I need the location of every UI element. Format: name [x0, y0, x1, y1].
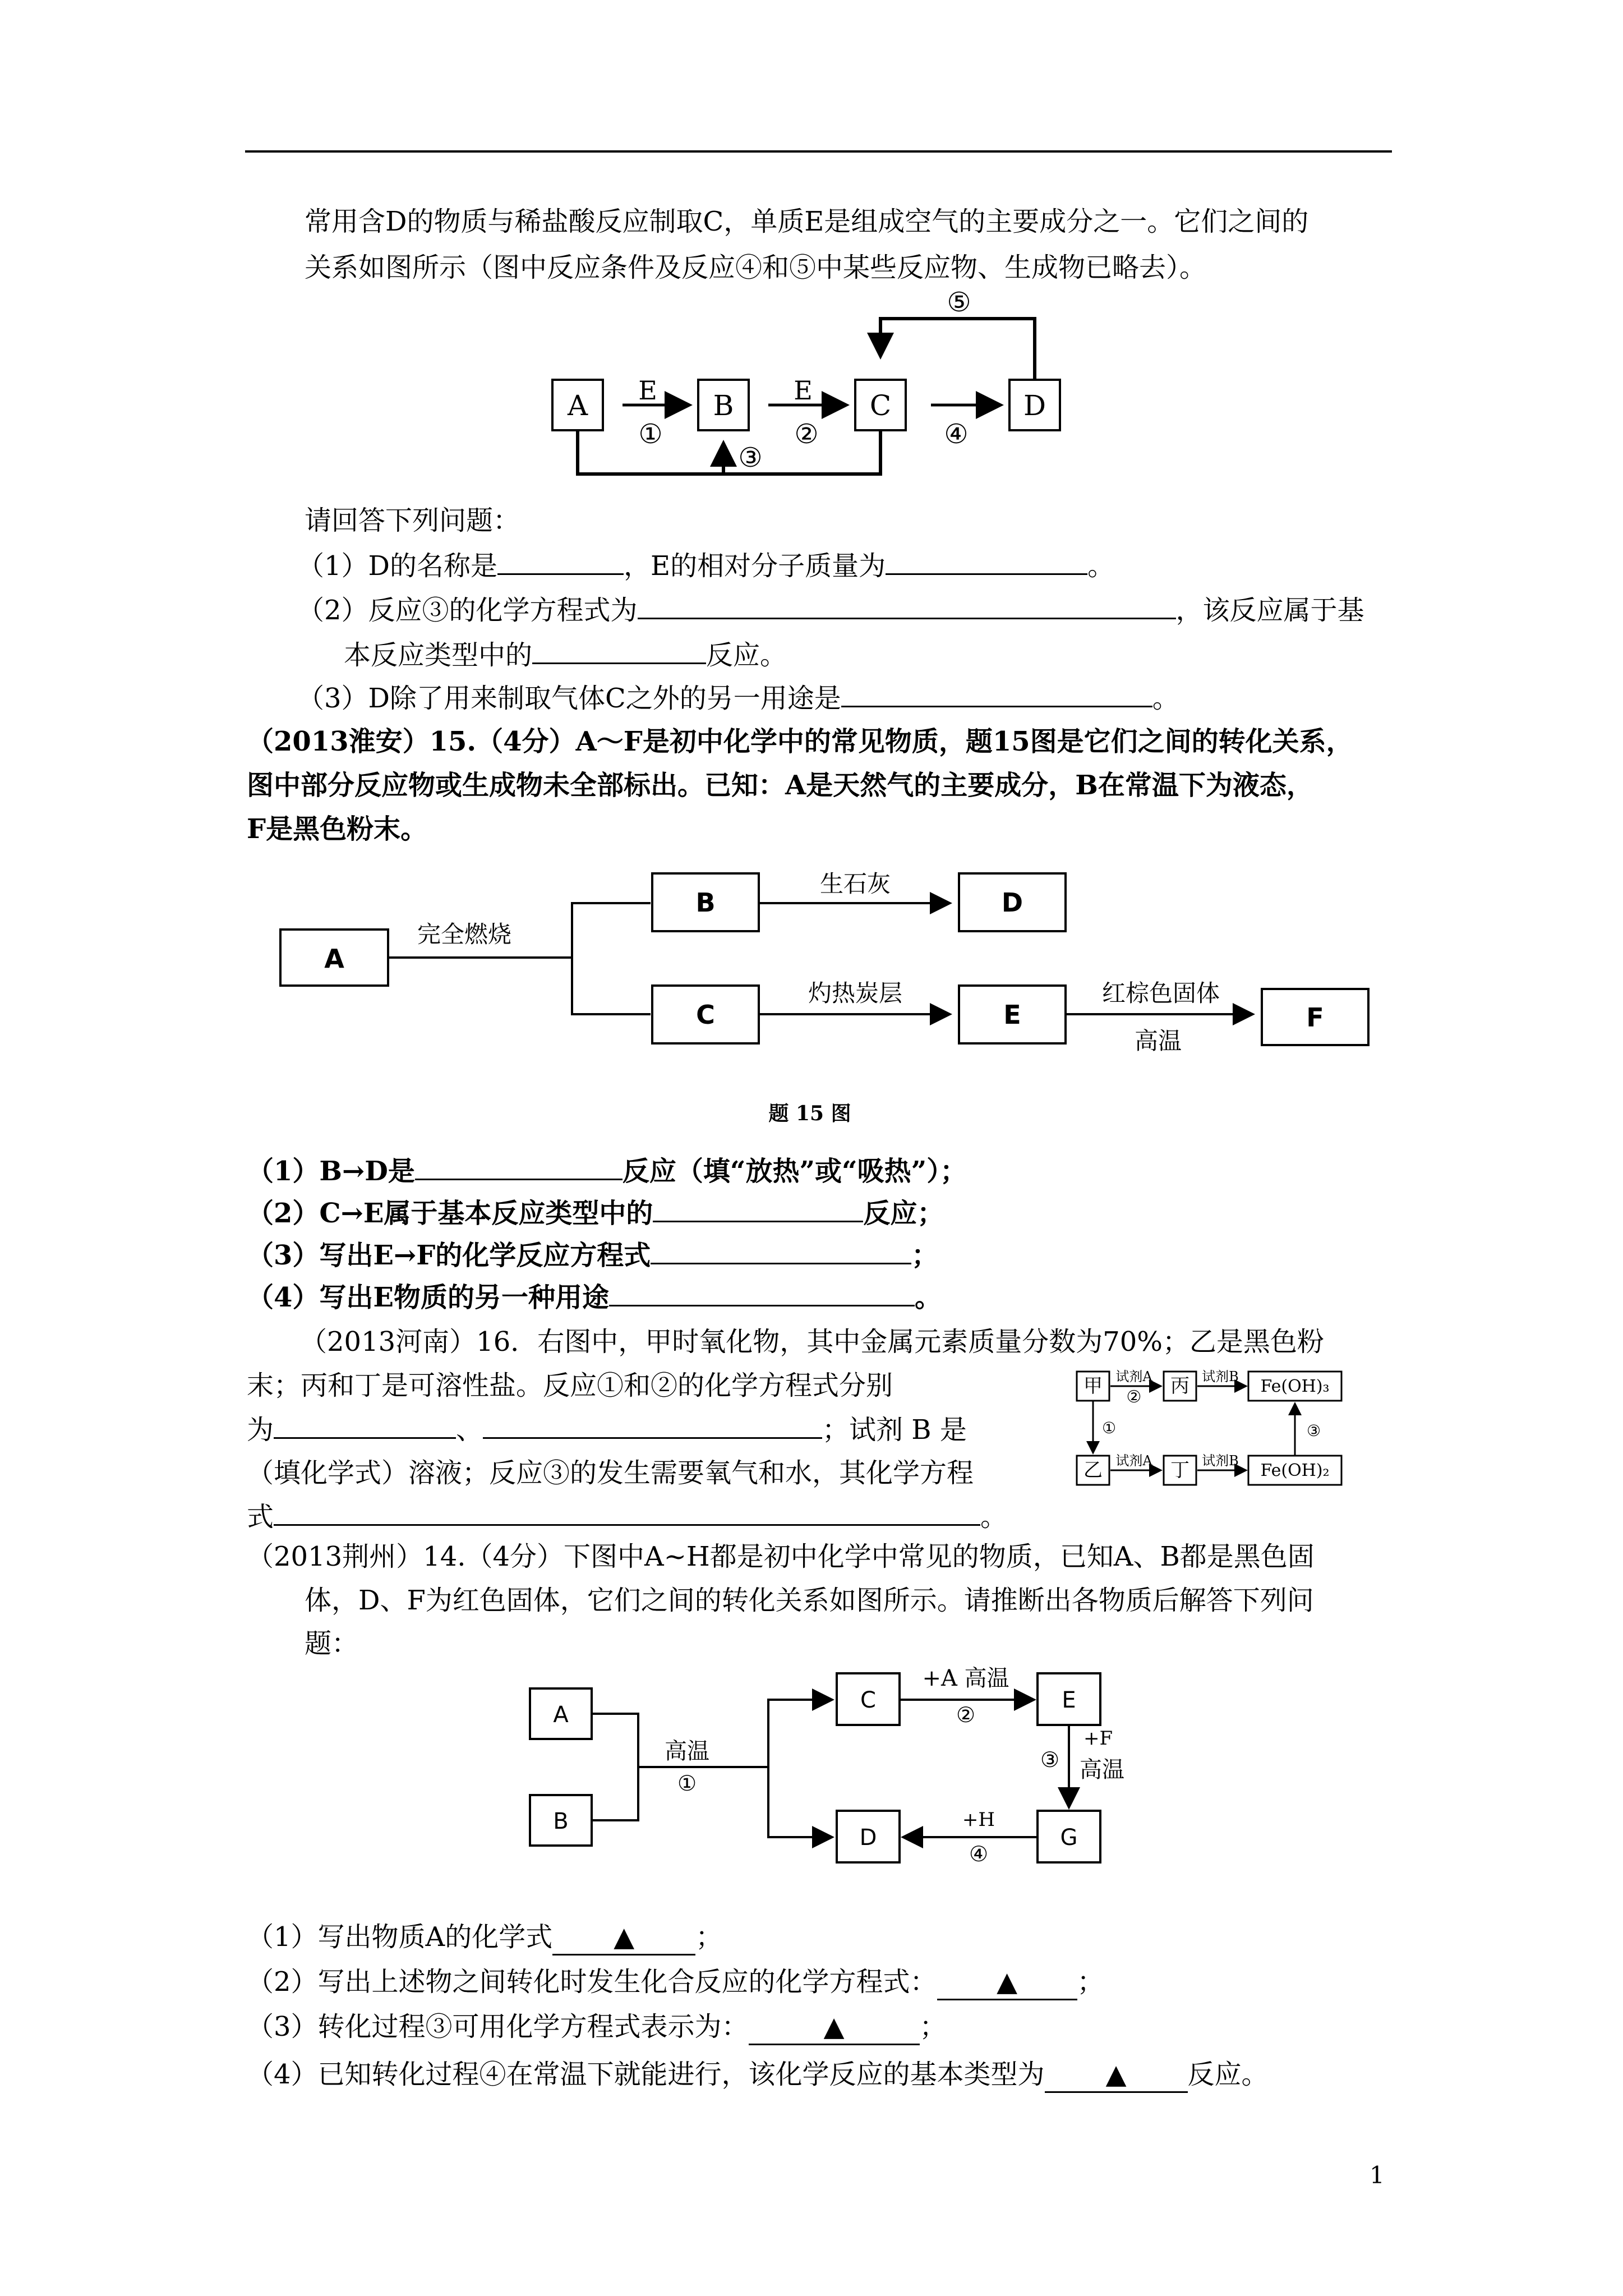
q3-line3: 为 、 ；试剂 B 是 [247, 1412, 967, 1447]
q3-blank-2[interactable] [483, 1412, 822, 1439]
q4-line3: 题： [305, 1628, 359, 1659]
q2-branch [572, 903, 651, 1014]
q2-box-b-label: B [695, 887, 716, 918]
q3-bing: 丙 [1170, 1375, 1189, 1397]
q2-arrow-ce-label: 灼热炭层 [808, 979, 903, 1007]
q2-box-e-label: E [1003, 1000, 1021, 1030]
q2-blank-4[interactable] [609, 1280, 915, 1306]
q2-sub4: （4）写出E物质的另一种用途 。 [247, 1280, 942, 1314]
q4-box-c-label: C [860, 1687, 876, 1713]
q3-ding: 丁 [1170, 1459, 1189, 1481]
q1-arrow-3-label: ③ [738, 442, 763, 473]
q1-box-c-label: C [869, 389, 892, 422]
q2-blank-2[interactable] [653, 1196, 863, 1222]
q4-eg-label2: 高温 [1080, 1757, 1124, 1783]
q2-blank-3[interactable] [651, 1238, 911, 1264]
q4-blank-1[interactable]: ▲ [552, 1920, 695, 1955]
q4-box-g-label: G [1060, 1825, 1078, 1851]
page-number: 1 [1370, 2161, 1385, 2189]
q2-diagram [280, 870, 1368, 1125]
q2-blank-1[interactable] [415, 1154, 623, 1180]
q1-diagram [552, 287, 1060, 474]
q2-box-a-label: A [324, 944, 344, 974]
q1-box-b-label: B [713, 389, 734, 422]
q2-arrow-bd-label: 生石灰 [819, 870, 891, 898]
q1-arrow-5-label: ⑤ [947, 287, 971, 318]
q3-diagram [1077, 1369, 1341, 1485]
q4-ab-bottom: ① [677, 1771, 697, 1796]
q2-line1: （2013淮安）15.（4分）A～F是初中化学中的常见物质，题15图是它们之间的转化关系， [247, 726, 1353, 757]
q4-box-a-label: A [553, 1702, 569, 1728]
q4-sub1: （1）写出物质A的化学式 ▲ ； [247, 1920, 722, 1955]
q4-line1: （2013荆州）14.（4分）下图中A~H都是初中化学中常见的物质，已知A、B都是黑色固 [247, 1541, 1315, 1572]
q1-blank-5[interactable] [841, 681, 1152, 707]
q2-figure-caption: 题 15 图 [768, 1102, 851, 1125]
q1-sub2: （2）反应③的化学方程式为 ，该反应属于基 [297, 593, 1364, 627]
q4-sub2: （2）写出上述物之间转化时发生化合反应的化学方程式： ▲ ； [247, 1965, 1104, 2000]
q1-arrow-1-top: E [638, 375, 657, 406]
q2-box-c-label: C [696, 1000, 715, 1030]
q1-blank-2[interactable] [886, 549, 1087, 575]
q3-blank-1[interactable] [274, 1412, 456, 1439]
q4-diagram [530, 1665, 1124, 1866]
q3-jia: 甲 [1083, 1375, 1103, 1397]
q1-arrow-2-top: E [794, 375, 813, 406]
q3-reagent-b-bottom: 试剂B [1202, 1453, 1239, 1469]
q4-eg-label1: +F [1083, 1727, 1113, 1750]
q1-blank-3[interactable] [638, 593, 1176, 619]
q3-reagent-b-top: 试剂B [1202, 1369, 1239, 1384]
q1-intro-line2: 关系如图所示（图中反应条件及反应④和⑤中某些反应物、生成物已略去）。 [305, 252, 1207, 283]
q2-sub3: （3）写出E→F的化学反应方程式 ； [247, 1238, 938, 1272]
q3-line4: （填化学式）溶液；反应③的发生需要氧气和水，其化学方程 [247, 1457, 974, 1489]
q1-sub2-line2: 本反应类型中的 反应。 [344, 638, 787, 672]
q2-line2: 图中部分反应物或生成物未全部标出。已知：A是天然气的主要成分，B在常温下为液态， [247, 770, 1313, 801]
q4-ab-top: 高温 [665, 1738, 709, 1764]
q4-eg-circle: ③ [1040, 1747, 1060, 1772]
q4-blank-3[interactable]: ▲ [749, 2010, 920, 2045]
q3-line5: 式 。 [247, 1499, 1007, 1534]
q1-bottom-connector [578, 430, 880, 474]
q4-line2: 体，D、F为红色固体，它们之间的转化关系如图所示。请推断出各物质后解答下列问 [305, 1585, 1314, 1616]
q4-box-d-label: D [859, 1825, 877, 1851]
q4-sub3: （3）转化过程③可用化学方程式表示为： ▲ ； [247, 2010, 947, 2045]
q3-feoh3: Fe(OH)₃ [1260, 1377, 1330, 1396]
q3-c3: ③ [1307, 1421, 1321, 1440]
q1-blank-1[interactable] [497, 549, 624, 575]
q1-arrow-5 [880, 319, 1035, 380]
q4-ce-top: +A 高温 [922, 1665, 1009, 1691]
q2-sub1: （1）B→D是 反应（填“放热”或“吸热”）； [247, 1154, 967, 1188]
q4-gd-bottom: ④ [969, 1842, 989, 1866]
q4-blank-4[interactable]: ▲ [1045, 2058, 1188, 2093]
q2-box-f-label: F [1306, 1002, 1324, 1033]
q4-ce-bottom: ② [956, 1703, 976, 1727]
q1-blank-4[interactable] [532, 638, 706, 664]
q1-arrow-2-bottom: ② [794, 418, 819, 450]
q3-blank-3[interactable] [274, 1499, 980, 1526]
q3-reagent-a-top: 试剂A [1115, 1369, 1152, 1384]
q3-yi: 乙 [1083, 1459, 1103, 1481]
q1-arrow-4-label: ④ [944, 418, 969, 450]
q1-box-d-label: D [1023, 389, 1046, 422]
q4-ab-join [592, 1714, 638, 1820]
q2-box-d-label: D [1001, 887, 1023, 918]
q2-line3: F是黑色粉末。 [247, 813, 428, 845]
q2-arrow-ef-top: 红棕色固体 [1101, 979, 1220, 1007]
q4-split [768, 1700, 822, 1837]
q4-sub4: （4）已知转化过程④在常温下就能进行，该化学反应的基本类型为 ▲ 反应。 [247, 2058, 1269, 2093]
q2-sub2: （2）C→E属于基本反应类型中的 反应； [247, 1196, 944, 1230]
q2-arrow-ef-bottom: 高温 [1134, 1027, 1182, 1055]
q4-gd-top: +H [962, 1809, 995, 1831]
q3-line1: （2013河南）16．右图中，甲时氧化物，其中金属元素质量分数为70%；乙是黑色粉 [300, 1326, 1324, 1358]
q1-box-a-label: A [567, 389, 588, 422]
q4-blank-2[interactable]: ▲ [937, 1965, 1077, 2000]
q3-reagent-a-bottom: 试剂A [1115, 1453, 1152, 1469]
q2-arrow-a-label: 完全燃烧 [417, 921, 512, 948]
q4-box-e-label: E [1062, 1687, 1076, 1713]
q1-intro-line1: 常用含D的物质与稀盐酸反应制取C，单质E是组成空气的主要成分之一。它们之间的 [305, 206, 1309, 237]
q3-line2: 末；丙和丁是可溶性盐。反应①和②的化学方程式分别 [247, 1370, 893, 1401]
q4-box-b-label: B [553, 1809, 569, 1834]
q3-c1: ① [1102, 1419, 1117, 1437]
q1-prompt: 请回答下列问题： [305, 505, 520, 536]
q1-sub3: （3）D除了用来制取气体C之外的另一用途是 。 [297, 681, 1179, 715]
q3-feoh2: Fe(OH)₂ [1260, 1461, 1330, 1480]
q3-c2: ② [1126, 1387, 1142, 1407]
q1-arrow-1-bottom: ① [638, 418, 663, 450]
q1-sub1: （1）D的名称是 ，E的相对分子质量为 。 [297, 549, 1114, 583]
